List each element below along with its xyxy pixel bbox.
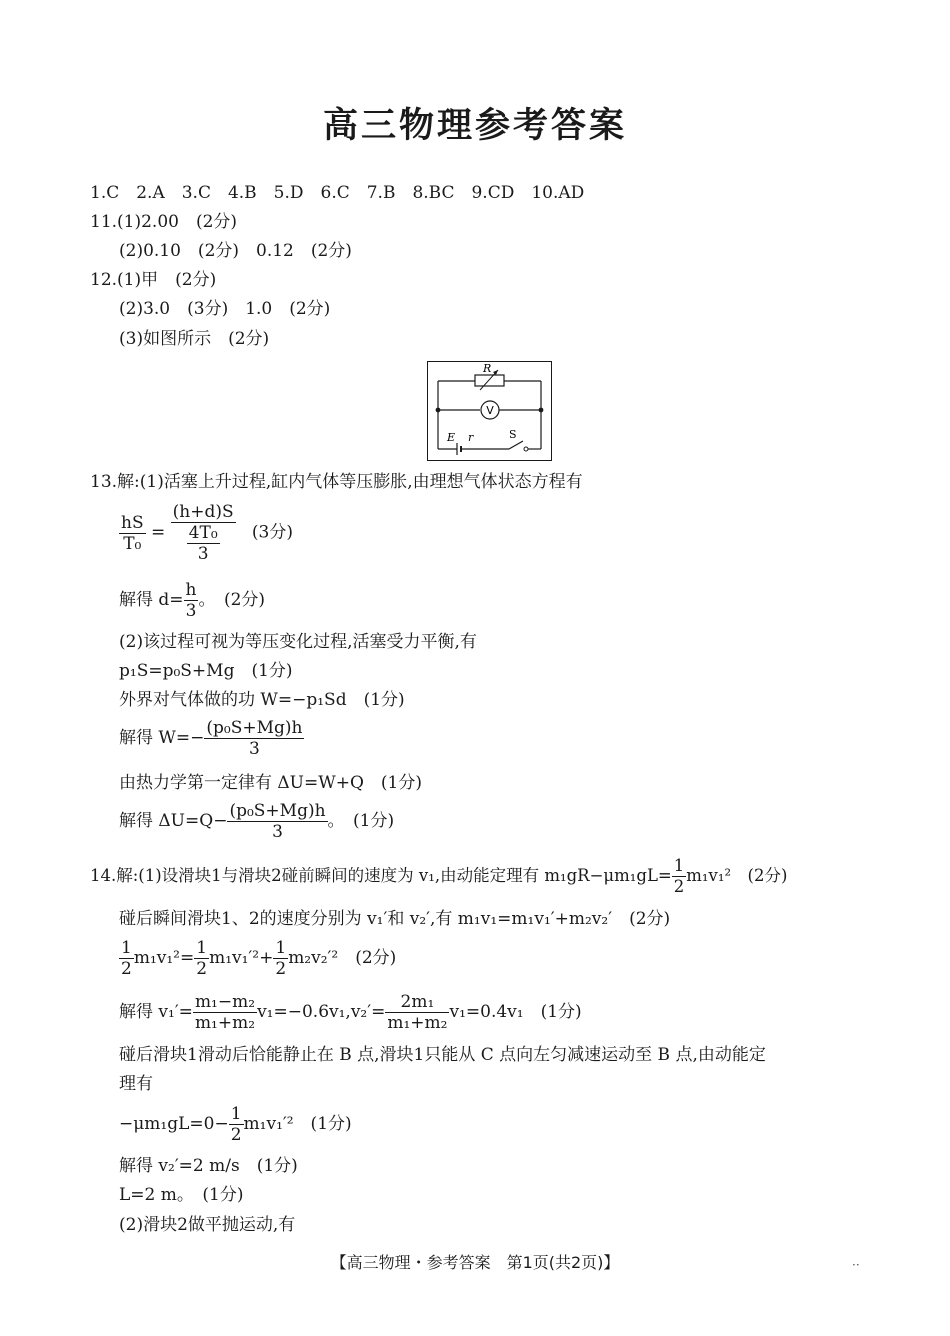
q14-line-5: 碰后滑块1滑动后恰能静止在 B 点,滑块1只能从 C 点向左匀减速运动至 B 点,由动能定 xyxy=(119,1045,766,1065)
rheostat-icon xyxy=(475,375,504,386)
q12-line-1: 12.(1)甲 (2分) xyxy=(90,270,217,290)
q14-line-4: 解得 v₁′= $\frac{\text{m₁−m₂}}{\text{m₁+m₂}}$ v₁=−0.6v₁,v₂′= $\frac{\text{2m₁}}{\text{m₁+m₂}}$ v₁=0.4v₁ (1分) xyxy=(119,992,582,1033)
q14-line-9: L=2 m。 (1分) xyxy=(119,1185,244,1205)
q12-line-3: (3)如图所示 (2分) xyxy=(119,329,270,349)
q13-line-8: 由热力学第一定律有 ΔU=W+Q (1分) xyxy=(119,773,422,793)
q13-line-1: 13.解:(1)活塞上升过程,缸内气体等压膨胀,由理想气体状态方程有 xyxy=(90,472,583,492)
label-v: V xyxy=(486,404,494,417)
q13-line-4: (2)该过程可视为等压变化过程,活塞受力平衡,有 xyxy=(119,632,477,652)
page-footer: 【高三物理・参考答案 第1页(共2页)】 xyxy=(330,1253,620,1272)
q14-line-3: $\frac{1}{2}$ m₁v₁²= $\frac{1}{2}$ m₁v₁′²+ $\frac{1}{2}$ m₂v₂′² (2分) xyxy=(121,938,397,979)
q13-line-9: 解得 ΔU=Q− $\frac{\text{(p₀S+Mg)h}}{3}$ 。 (1分) xyxy=(119,801,395,842)
q12-line-2: (2)3.0 (3分) 1.0 (2分) xyxy=(119,299,331,319)
label-ri: r xyxy=(468,431,474,444)
q13-line-7: 解得 W=− $\frac{\text{(p₀S+Mg)h}}{3}$ xyxy=(119,718,303,759)
q14-line-1: 14.解:(1)设滑块1与滑块2碰前瞬间的速度为 v₁,由动能定理有 m₁gR−μm₁gL= $\frac{1}{2}$ m₁v₁² (2分) xyxy=(90,856,788,896)
q14-line-6: 理有 xyxy=(119,1074,153,1094)
q14-line-7: −μm₁gL=0− $\frac{1}{2}$ m₁v₁′² (1分) xyxy=(119,1104,352,1145)
q11-line-2: (2)0.10 (2分) 0.12 (2分) xyxy=(119,241,352,261)
multiple-choice-answers: 1.C 2.A 3.C 4.B 5.D 6.C 7.B 8.BC 9.CD 10.AD xyxy=(90,183,585,203)
q13-line-3: 解得 d= $\frac{h}{3}$ 。 (2分) xyxy=(119,580,266,621)
switch-icon xyxy=(509,441,523,449)
q14-line-8: 解得 v₂′=2 m/s (1分) xyxy=(119,1156,298,1176)
q14-line-10: (2)滑块2做平抛运动,有 xyxy=(119,1215,296,1235)
label-s: S xyxy=(509,428,517,441)
q13-equation-1: $\frac{hS}{\text{T₀}}$ = $\frac{(h+d)S}{\frac{\text{4T₀}}{3}}$ (3分) xyxy=(121,502,293,564)
corner-mark: ·· xyxy=(852,1258,860,1272)
circuit-diagram xyxy=(427,361,552,461)
label-r: R xyxy=(483,362,492,375)
page-title: 高三物理参考答案 xyxy=(322,106,627,146)
q11-line-1: 11.(1)2.00 (2分) xyxy=(90,212,238,232)
q14-line-2: 碰后瞬间滑块1、2的速度分别为 v₁′和 v₂′,有 m₁v₁=m₁v₁′+m₂v₂′ (2分) xyxy=(119,909,671,929)
label-e: E xyxy=(447,431,456,444)
q13-line-6: 外界对气体做的功 W=−p₁Sd (1分) xyxy=(119,690,405,710)
q13-line-5: p₁S=p₀S+Mg (1分) xyxy=(119,661,293,681)
